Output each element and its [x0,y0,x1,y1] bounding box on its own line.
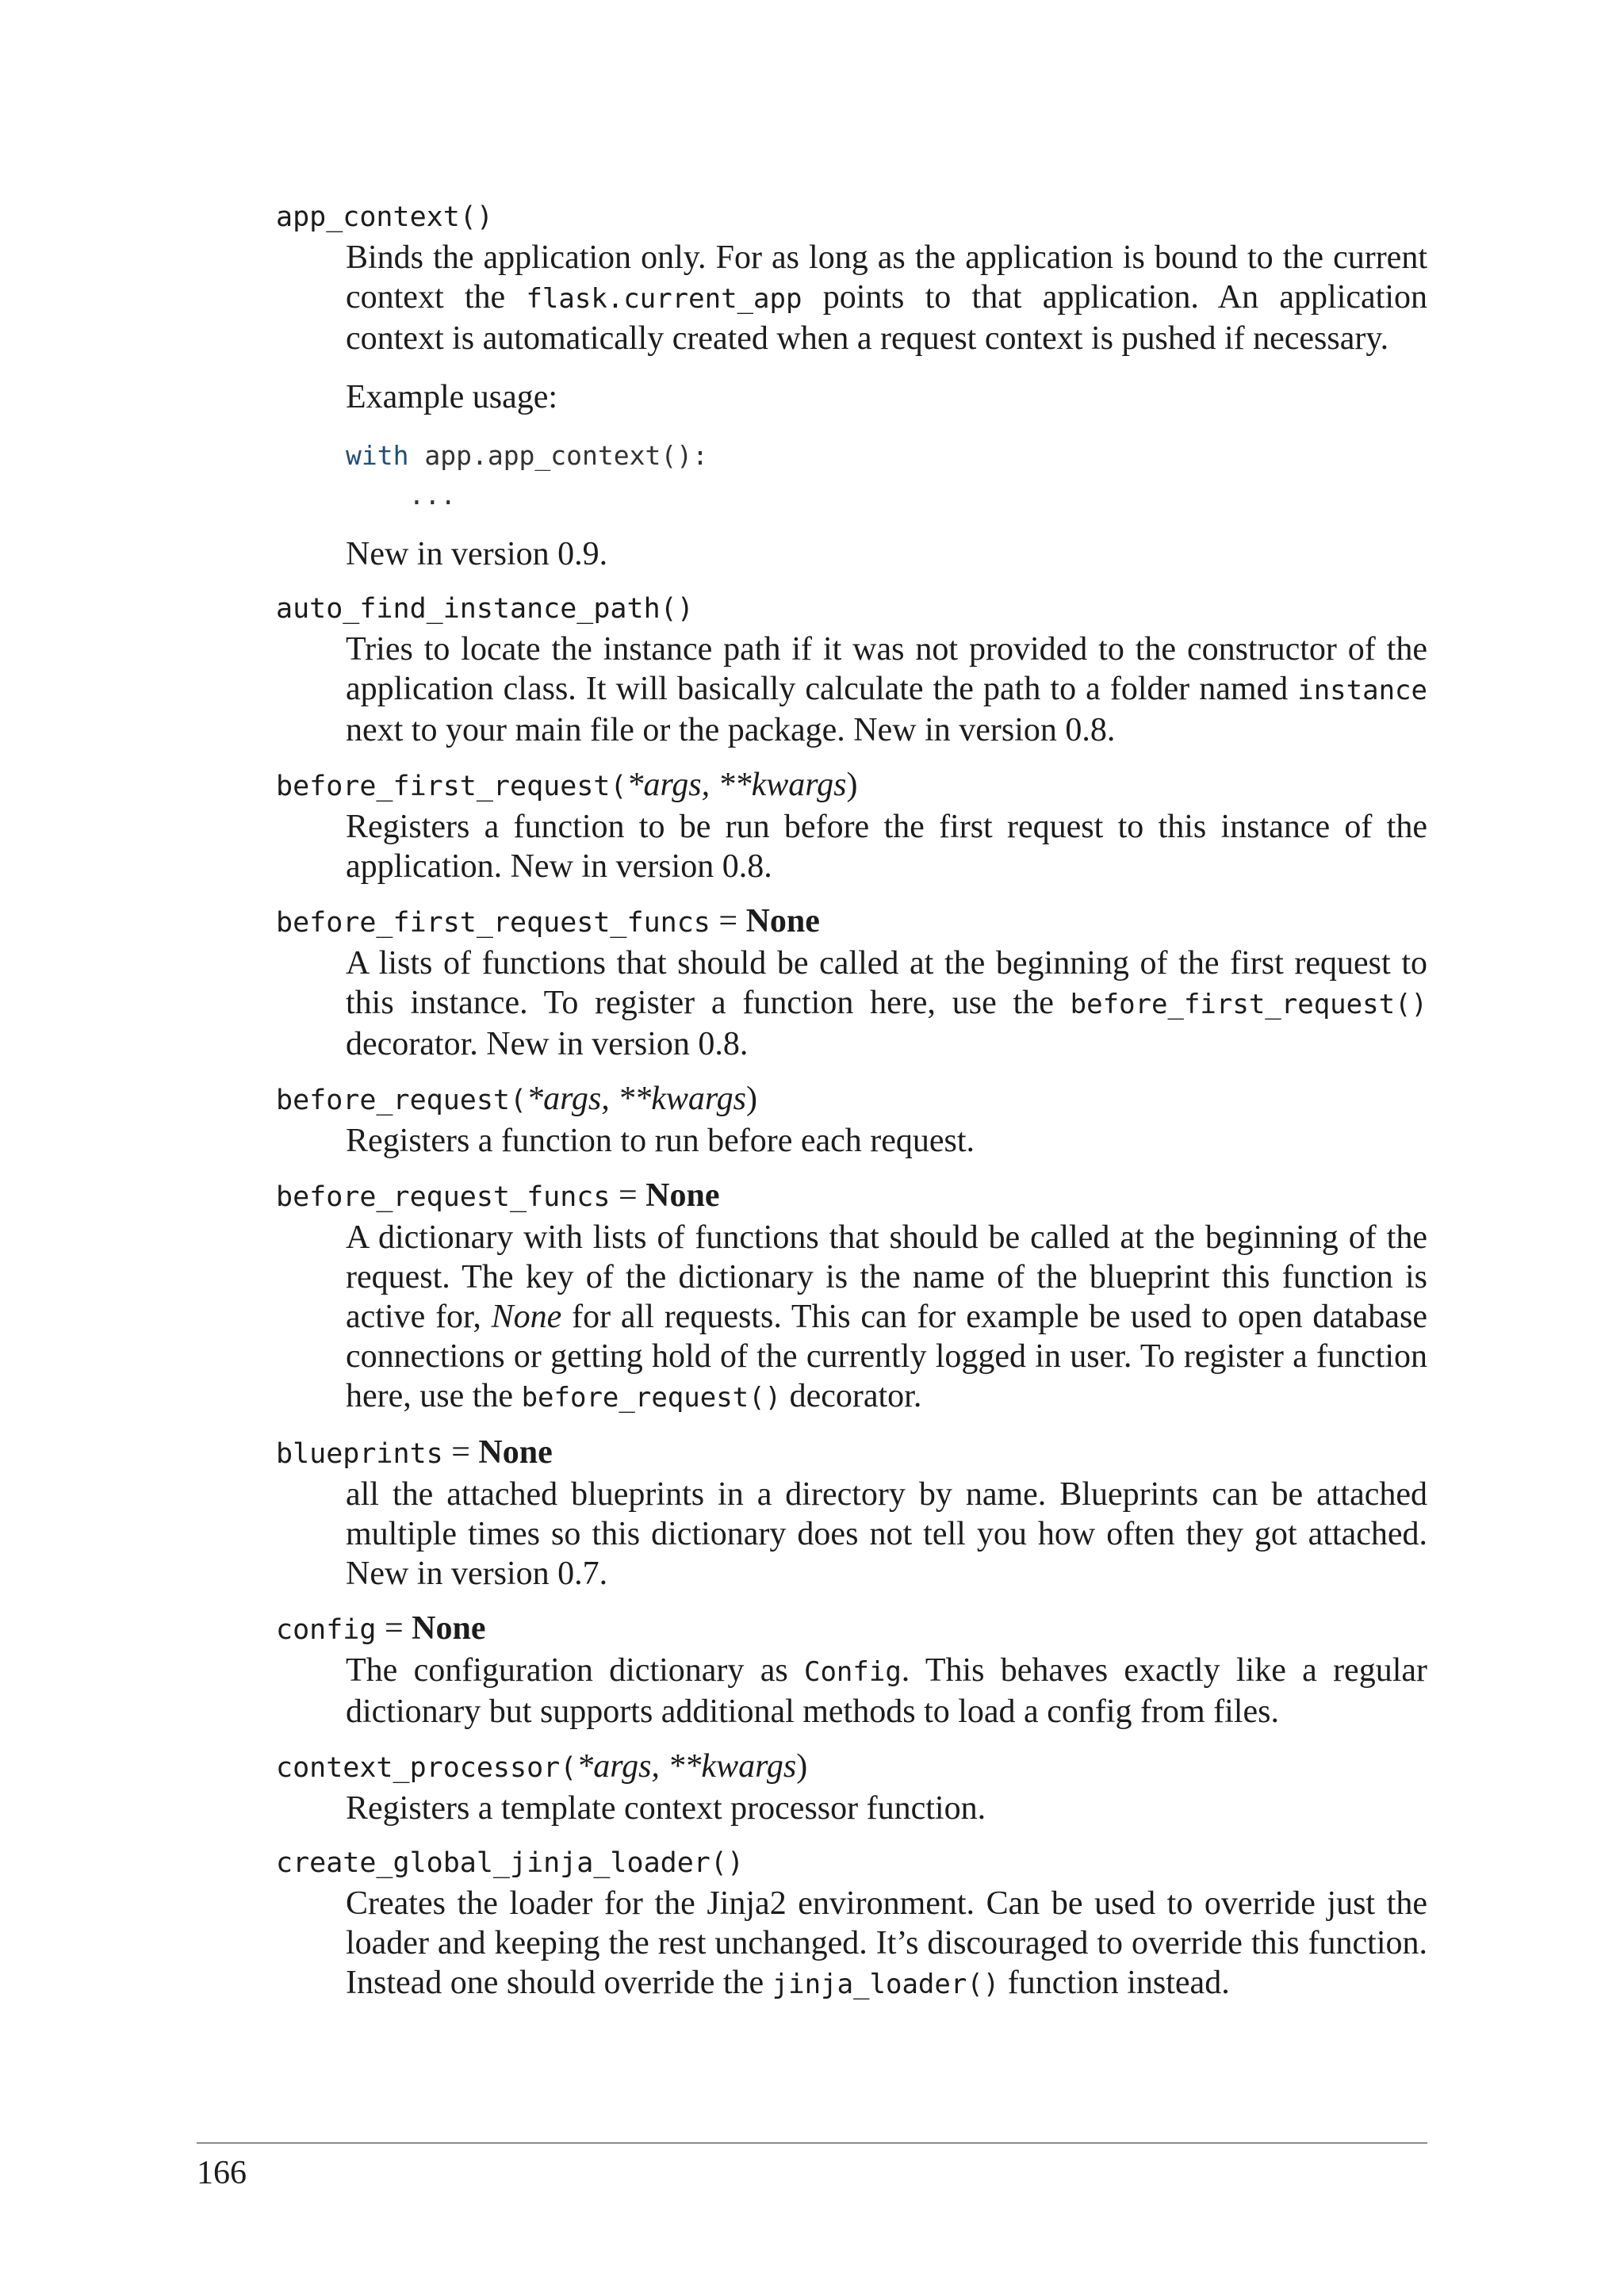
attribute-signature [276,901,1427,943]
description-paragraph: Binds the application only. For as long as the application is bound to the current context the flask.current_app points to that application. An application context is automatically created when a request context is pushed if necessary. [346,239,1427,357]
attribute-description [346,943,1427,1064]
method-args: *args, **kwargs [626,767,847,803]
description-paragraph: Registers a function to run before each request. [346,1123,975,1159]
api-entry-before-first-request-funcs [276,901,1427,1064]
method-name: before_first_request( [276,771,627,802]
code-example [346,436,1427,515]
method-description [346,629,1427,750]
method-name: context_processor( [276,1752,577,1784]
equals-sign: = [442,1434,479,1471]
api-entry-before-first-request [276,764,1427,886]
api-entry-context-processor [276,1746,1427,1828]
api-entry-create-global-jinja-loader [276,1843,1427,2004]
description-paragraph: Registers a template context processor function. [346,1790,986,1827]
example-usage-label: Example usage: [346,379,558,415]
description-paragraph: A lists of functions that should be called at the beginning of the first request to this instance. To register a function here, use the before_first_request() decorator. New in version 0.8. [346,945,1427,1062]
attribute-description [346,1218,1427,1418]
footer-rule [197,2142,1427,2144]
inline-code: before_first_request() [1070,989,1427,1020]
method-name: create_global_jinja_loader [276,1847,710,1879]
attribute-value: None [412,1610,486,1647]
version-note: New in version 0.9. [346,536,608,572]
code-line-2: ... [346,480,457,511]
close-paren: ) [746,1081,757,1117]
attribute-value: None [645,1177,720,1214]
api-entry-before-request [276,1078,1427,1161]
attribute-value: None [478,1434,553,1471]
method-signature [276,588,1427,629]
emphasis: None [491,1299,562,1335]
description-paragraph: The configuration dictionary as Config. This behaves exactly like a regular dictionary but supports additional methods to load a config from files. [346,1652,1427,1730]
equals-sign: = [610,1177,646,1214]
api-reference-content [276,197,1427,2019]
method-name: before_request( [276,1085,527,1116]
method-signature [276,764,1427,807]
method-name: auto_find_instance_path [276,593,661,625]
method-description [346,1121,1427,1161]
close-paren: ) [796,1748,808,1785]
api-entry-auto-find-instance-path [276,588,1427,750]
description-paragraph: all the attached blueprints in a directory by name. Blueprints can be attached multiple times so this dictionary does not tell you how often they got attached. New in version 0.7. [346,1476,1427,1592]
equals-sign: = [710,903,746,939]
method-signature [276,1843,1427,1884]
description-paragraph: A dictionary with lists of functions that should be called at the beginning of the request. The key of the dictionary is the name of the blueprint this function is active for, None for all requests. This can for example be used to open database connections or getting hold of the currently logged in user. To register a function here, use the before_request() decorator. [346,1219,1427,1414]
method-name: app_context [276,201,460,233]
page-number: 166 [197,2155,247,2191]
method-description [346,238,1427,574]
inline-code: Config [803,1656,902,1688]
api-entry-before-request-funcs [276,1175,1427,1418]
method-args: *args, **kwargs [576,1748,797,1785]
attribute-name: blueprints [276,1438,443,1470]
inline-code: flask.current_app [526,283,802,315]
inline-code: instance [1297,675,1427,706]
attribute-signature [276,1608,1427,1651]
method-description [346,807,1427,886]
description-paragraph: Creates the loader for the Jinja2 environment. Can be used to override just the loader and keeping the rest unchanged. It’s discouraged to override this function. Instead one should override the jinja_loader() function instead. [346,1885,1427,2001]
equals-sign: = [376,1610,412,1647]
method-parens: () [660,593,694,625]
description-paragraph: Tries to locate the instance path if it was not provided to the constructor of the application class. It will basically calculate the path to a folder named instance next to your main file or the package. New in version 0.8. [346,631,1427,748]
method-args: *args, **kwargs [527,1081,746,1117]
attribute-description [346,1651,1427,1732]
description-paragraph: Registers a function to be run before the first request to this instance of the application. New in version 0.8. [346,809,1427,885]
close-paren: ) [846,767,858,803]
code-line-1: app.app_context(): [408,440,708,471]
api-entry-app-context [276,197,1427,574]
method-description [346,1789,1427,1828]
attribute-name: before_request_funcs [276,1181,611,1213]
method-parens: () [710,1847,745,1879]
attribute-name: config [276,1614,377,1646]
attribute-description [346,1475,1427,1594]
inline-code: jinja_loader() [772,1969,1000,2000]
attribute-value: None [745,903,820,939]
inline-code: before_request() [521,1382,782,1414]
attribute-signature [276,1432,1427,1475]
attribute-name: before_first_request_funcs [276,907,710,939]
method-parens: () [459,201,493,233]
api-entry-blueprints [276,1432,1427,1594]
method-signature [276,1078,1427,1121]
attribute-signature [276,1175,1427,1218]
code-keyword: with [346,440,409,471]
method-signature [276,197,1427,238]
api-entry-config [276,1608,1427,1732]
method-description [346,1884,1427,2004]
method-signature [276,1746,1427,1789]
